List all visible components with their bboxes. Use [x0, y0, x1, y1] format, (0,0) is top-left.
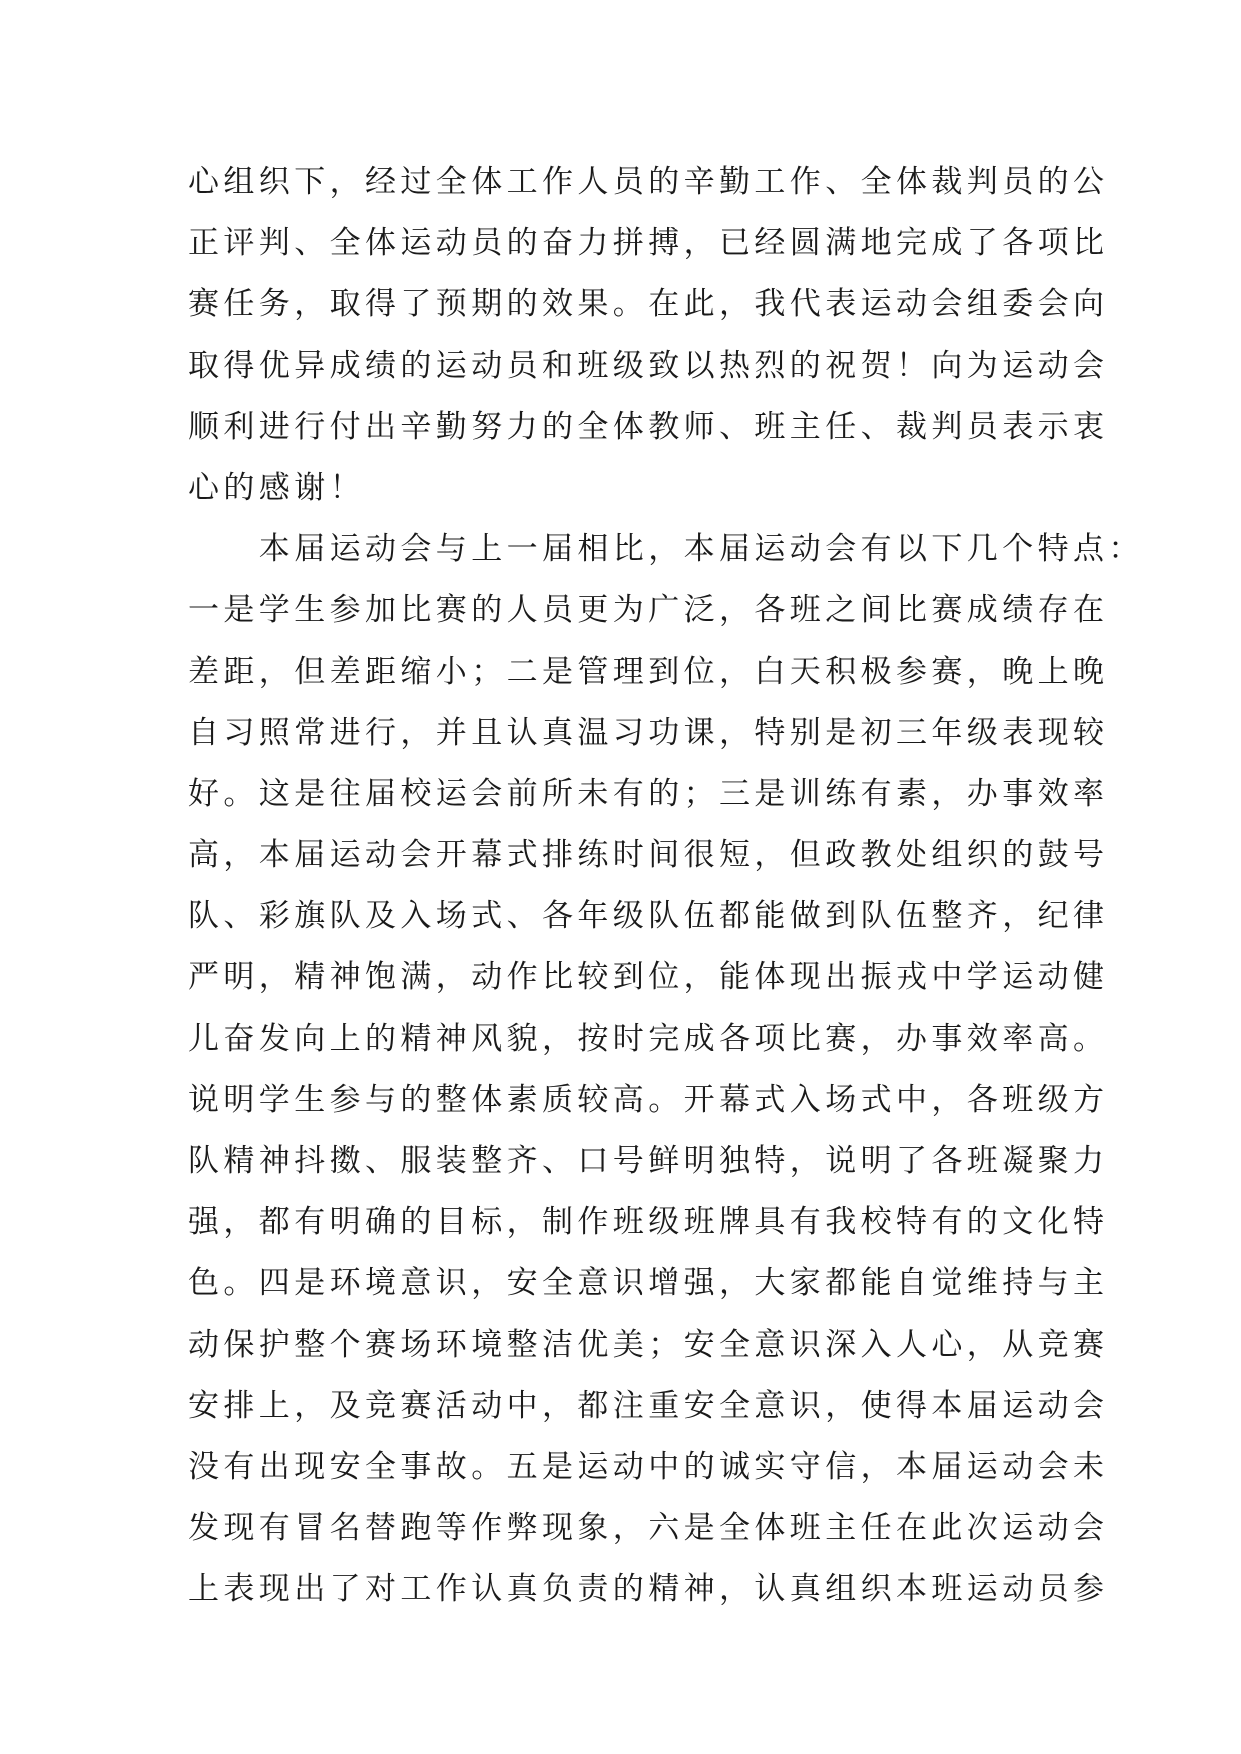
text-line: 队、彩旗队及入场式、各年级队伍都能做到队伍整齐，纪律: [188, 898, 1109, 935]
text-line: 高，本届运动会开幕式排练时间很短，但政教处组织的鼓号: [188, 837, 1109, 874]
text-line: 自习照常进行，并且认真温习功课，特别是初三年级表现较: [188, 714, 1109, 751]
text-line: 强，都有明确的目标，制作班级班牌具有我校特有的文化特: [188, 1204, 1109, 1241]
text-line: 心的感谢！: [188, 469, 365, 506]
text-line: 色。四是环境意识，安全意识增强，大家都能自觉维持与主: [188, 1265, 1109, 1302]
body-text: [188, 152, 1144, 1621]
text-line: 儿奋发向上的精神风貌，按时完成各项比赛，办事效率高。: [188, 1020, 1109, 1057]
text-line: 正评判、全体运动员的奋力拼搏，已经圆满地完成了各项比: [188, 225, 1109, 262]
paragraph-start-line: 本届运动会与上一届相比，本届运动会有以下几个特点：: [188, 531, 1144, 568]
text-line: 说明学生参与的整体素质较高。开幕式入场式中，各班级方: [188, 1081, 1109, 1118]
text-line: 没有出现安全事故。五是运动中的诚实守信，本届运动会未: [188, 1448, 1109, 1485]
text-line: 一是学生参加比赛的人员更为广泛，各班之间比赛成绩存在: [188, 592, 1109, 629]
text-line: 动保护整个赛场环境整洁优美；安全意识深入人心，从竞赛: [188, 1326, 1109, 1363]
text-line: 取得优异成绩的运动员和班级致以热烈的祝贺！向为运动会: [188, 347, 1109, 384]
text-line: 上表现出了对工作认真负责的精神，认真组织本班运动员参: [188, 1571, 1109, 1608]
text-line: 好。这是往届校运会前所未有的；三是训练有素，办事效率: [188, 775, 1109, 812]
text-line: 队精神抖擞、服装整齐、口号鲜明独特，说明了各班凝聚力: [188, 1143, 1109, 1179]
text-line: 发现有冒名替跑等作弊现象，六是全体班主任在此次运动会: [188, 1510, 1109, 1547]
text-line: 赛任务，取得了预期的效果。在此，我代表运动会组委会向: [188, 286, 1109, 323]
text-line: 心组织下，经过全体工作人员的辛勤工作、全体裁判员的公: [188, 164, 1109, 200]
text-line: 差距，但差距缩小；二是管理到位，白天积极参赛，晚上晚: [188, 653, 1109, 690]
text-line: 顺利进行付出辛勤努力的全体教师、班主任、裁判员表示衷: [188, 408, 1109, 445]
text-line: 安排上，及竞赛活动中，都注重安全意识，使得本届运动会: [188, 1387, 1109, 1424]
text-line: 严明，精神饱满，动作比较到位，能体现出振戎中学运动健: [188, 959, 1109, 996]
